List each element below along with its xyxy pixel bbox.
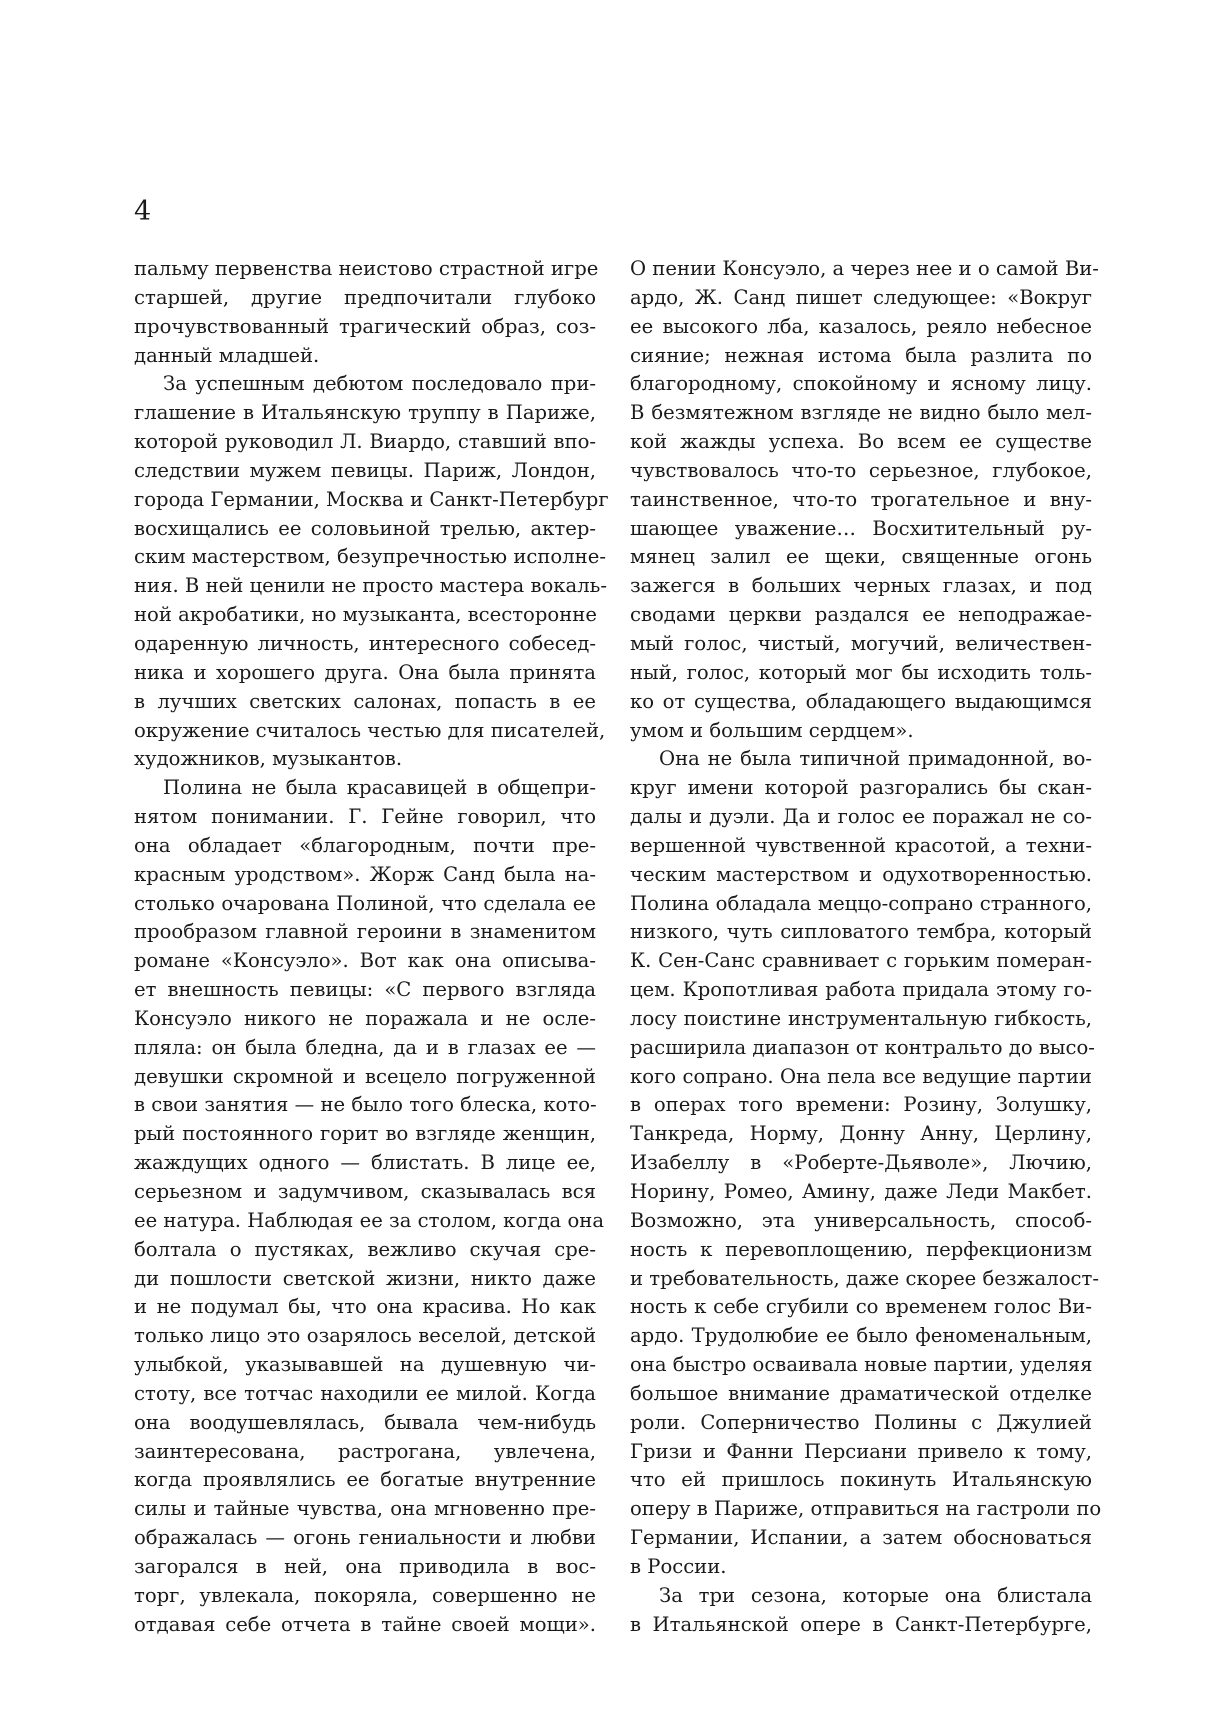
text-line: загорался в ней, она приводила в вос- <box>134 1554 596 1578</box>
text-line: в свои занятия — не было того блеска, кото- <box>134 1093 597 1117</box>
text-line: столько очарована Полиной, что сделала ее <box>134 891 596 915</box>
text-line: жаждущих одного — блистать. В лице ее, <box>134 1151 596 1175</box>
text-line: в Итальянской опере в Санкт-Петербурге, <box>630 1612 1092 1636</box>
text-line: сияние; нежная истома была разлита по <box>630 343 1092 367</box>
text-line: круг имени которой разгорались бы скан- <box>630 776 1092 800</box>
text-line: в лучших светских салонах, попасть в ее <box>134 689 596 713</box>
text-line: зажегся в больших черных глазах, и под <box>630 574 1092 598</box>
text-line: города Германии, Москва и Санкт-Петербург <box>134 487 609 511</box>
text-line: В безмятежном взгляде не видно было мел- <box>630 401 1092 425</box>
text-line: цем. Кропотливая работа придала этому го- <box>630 978 1092 1002</box>
text-line: торг, увлекала, покоряла, совершенно не <box>134 1583 596 1607</box>
text-line: ко от существа, обладающего выдающимся <box>630 689 1092 713</box>
text-line: заинтересована, растрогана, увлечена, <box>134 1439 596 1463</box>
text-line: мый голос, чистый, могучий, величествен- <box>630 631 1092 655</box>
text-line: кой жажды успеха. Во всем ее существе <box>630 430 1092 454</box>
text-line: восхищались ее соловьиной трелью, актер- <box>134 516 596 540</box>
text-line: ника и хорошего друга. Она была принята <box>134 660 596 684</box>
text-line: одаренную личность, интересного собесед- <box>134 631 596 655</box>
text-line: ардо. Трудолюбие ее было феноменальным, <box>630 1324 1092 1348</box>
text-line: пальму первенства неистово страстной игре <box>134 257 599 280</box>
text-line: прообразом главной героини в знаменитом <box>134 920 596 944</box>
text-line: она обладает «благородным, почти пре- <box>134 833 596 857</box>
text-line: роли. Соперничество Полины с Джулией <box>630 1410 1092 1434</box>
text-line: девушки скромной и всецело погруженной <box>134 1064 596 1088</box>
text-column-right <box>630 255 1102 1640</box>
text-line: которой руководил Л. Виардо, ставший впо- <box>134 430 596 454</box>
text-line: только лицо это озарялось веселой, детской <box>134 1324 596 1348</box>
text-line: За успешным дебютом последовало при- <box>163 372 596 396</box>
text-line: сводами церкви раздался ее неподражае- <box>630 603 1092 627</box>
text-line: когда проявлялись ее богатые внутренние <box>134 1468 596 1492</box>
text-line: ардо, Ж. Санд пишет следующее: «Вокруг <box>630 285 1092 309</box>
text-line: рый постоянного горит во взгляде женщин, <box>134 1122 596 1146</box>
text-line: большое внимание драматической отделке <box>630 1381 1092 1405</box>
text-line: старшей, другие предпочитали глубоко <box>134 285 596 309</box>
text-line: расширила диапазон от контральто до высо- <box>630 1035 1095 1059</box>
text-line: Возможно, эта универсальность, способ- <box>630 1208 1092 1232</box>
text-line: чувствовалось что-то серьезное, глубокое, <box>630 458 1092 482</box>
text-line: таинственное, что-то трогательное и вну- <box>630 487 1092 511</box>
text-line: К. Сен-Санс сравнивает с горьким померан- <box>630 949 1092 973</box>
text-line: силы и тайные чувства, она мгновенно пре- <box>134 1497 596 1521</box>
text-line: данный младшей. <box>134 343 320 367</box>
text-line: оперу в Париже, отправиться на гастроли по <box>630 1497 1102 1521</box>
text-line: ческим мастерством и одухотворенностью. <box>630 862 1092 886</box>
text-line: вершенной чувственной красотой, а техни- <box>630 833 1092 857</box>
text-line: умом и большим сердцем». <box>630 718 914 742</box>
text-line: ной акробатики, но музыканта, всесторонне <box>134 603 597 627</box>
text-line: ет внешность певицы: «С первого взгляда <box>134 978 596 1002</box>
text-line: О пении Консуэло, а через нее и о самой Ви- <box>630 257 1099 280</box>
text-line: художников, музыкантов. <box>134 747 403 771</box>
text-line: ским мастерством, безупречностью исполне- <box>134 545 606 569</box>
text-line: стоту, все тотчас находили ее милой. Когда <box>134 1381 596 1405</box>
text-line: мянец залил ее щеки, священные огонь <box>630 545 1092 569</box>
text-line: Танкреда, Норму, Донну Анну, Церлину, <box>630 1122 1092 1146</box>
text-line: Гризи и Фанни Персиани привело к тому, <box>630 1439 1092 1463</box>
text-line: низкого, чуть сипловатого тембра, который <box>630 920 1092 944</box>
text-line: болтала о пустяках, вежливо скучая сре- <box>134 1237 596 1261</box>
text-line: ди пошлости светской жизни, никто даже <box>134 1266 596 1290</box>
text-line: романе «Консуэло». Вот как она описыва- <box>134 949 596 973</box>
text-line: в России. <box>630 1554 727 1578</box>
text-line: и не подумал бы, что она красива. Но как <box>134 1295 596 1319</box>
text-line: Консуэло никого не поражала и не осле- <box>134 1006 596 1030</box>
text-line: Она не была типичной примадонной, во- <box>659 747 1092 771</box>
text-line: следствии мужем певицы. Париж, Лондон, <box>134 458 596 482</box>
text-line: и требовательность, даже скорее безжалост- <box>630 1266 1099 1290</box>
text-line: она быстро осваивала новые партии, уделяя <box>630 1353 1093 1377</box>
text-line: красным уродством». Жорж Санд была на- <box>134 862 596 886</box>
text-line: ображалась — огонь гениальности и любви <box>134 1526 596 1550</box>
text-line: она воодушевлялась, бывала чем-нибудь <box>134 1410 596 1434</box>
text-line: благородному, спокойному и ясному лицу. <box>630 372 1092 396</box>
text-line: Полина не была красавицей в общепри- <box>163 776 596 800</box>
text-column-left <box>134 255 609 1640</box>
text-line: Германии, Испании, а затем обосноваться <box>630 1526 1092 1550</box>
text-line: далы и дуэли. Да и голос ее поражал не со- <box>630 805 1092 829</box>
page-number: 4 <box>134 196 152 227</box>
text-line: что ей пришлось покинуть Итальянскую <box>630 1468 1092 1492</box>
text-line: нятом понимании. Г. Гейне говорил, что <box>134 805 596 829</box>
text-line: ния. В ней ценили не просто мастера вокаль- <box>134 574 607 598</box>
text-line: прочувствованный трагический образ, соз- <box>134 314 596 338</box>
text-line: отдавая себе отчета в тайне своей мощи». <box>134 1612 596 1636</box>
text-line: ный, голос, который мог бы исходить толь- <box>630 660 1092 684</box>
text-line: Норину, Ромео, Амину, даже Леди Макбет. <box>630 1180 1092 1203</box>
text-line: За три сезона, которые она блистала <box>659 1583 1092 1607</box>
text-line: шающее уважение… Восхитительный ру- <box>630 516 1092 540</box>
text-line: ее высокого лба, казалось, реяло небесное <box>630 314 1092 338</box>
text-line: окружение считалось честью для писателей, <box>134 718 606 742</box>
text-line: ность к перевоплощению, перфекционизм <box>630 1237 1092 1261</box>
text-line: ее натура. Наблюдая ее за столом, когда она <box>134 1208 605 1232</box>
text-line: кого сопрано. Она пела все ведущие партии <box>630 1064 1092 1088</box>
text-line: в операх того времени: Розину, Золушку, <box>630 1093 1092 1117</box>
text-line: ность к себе сгубили со временем голос Ви- <box>630 1295 1092 1319</box>
text-line: лосу поистине инструментальную гибкость, <box>630 1006 1092 1030</box>
text-line: улыбкой, указывавшей на душевную чи- <box>134 1353 596 1377</box>
text-line: серьезном и задумчивом, сказывалась вся <box>134 1180 596 1203</box>
text-line: пляла: он была бледна, да и в глазах ее — <box>134 1035 596 1059</box>
text-line: Изабеллу в «Роберте-Дьяволе», Лючию, <box>630 1151 1092 1175</box>
text-line: Полина обладала меццо-сопрано странного, <box>630 891 1092 915</box>
text-line: глашение в Итальянскую труппу в Париже, <box>134 401 596 425</box>
